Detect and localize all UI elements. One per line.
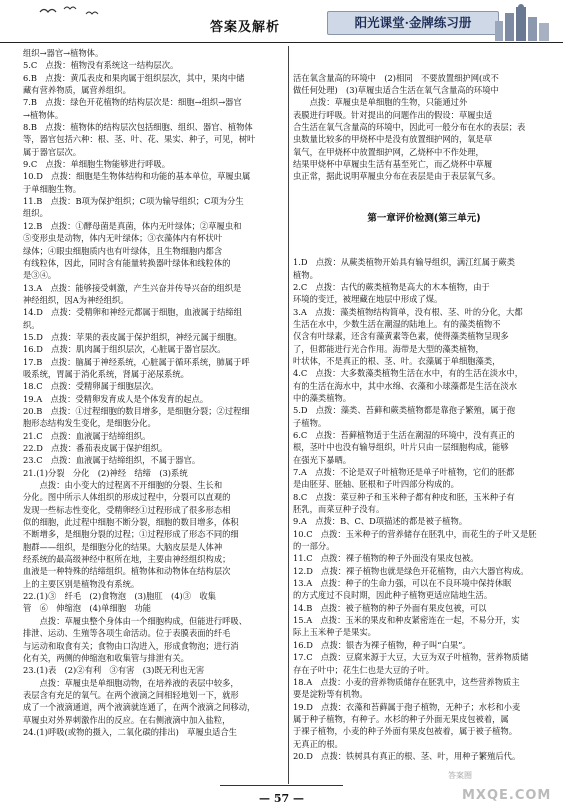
- text-line: 5.D 点拨：藻类、苔藓和蕨类植物都是靠孢子繁殖，属于孢: [293, 405, 515, 416]
- text-line: 22.D 点拨：番茄表皮属于保护组织。: [23, 443, 168, 453]
- text-line: 点拨：草履虫是单细胞动物，在培养液的表层中较多，: [23, 677, 239, 688]
- text-line: 3.A 点拨：藻类植物结构简单，没有根、茎、叶的分化，大都: [293, 306, 523, 317]
- text-line: 21.C 点拨：血液属于结缔组织。: [23, 430, 151, 441]
- left-column: [23, 47, 285, 738]
- text-line: 8.C 点拨：菜豆种子和玉米种子都有种皮和胚，玉米种子有: [293, 491, 515, 502]
- text-line: 15.D 点拨：苹果的表皮属于保护组织，神经元属于细胞。: [23, 331, 242, 342]
- text-line: 存在子叶中；花生仁也是大豆的子叶。: [293, 664, 435, 675]
- text-line: 胞群——组织，是细胞分化的结果。大脑皮层是人体神: [23, 541, 223, 552]
- text-line: 了，但都能进行光合作用。海带是大型的藻类植物，: [293, 343, 484, 354]
- text-line: 14.D 点拨：受精卵和神经元都属于细胞，血液属于结缔组: [23, 307, 242, 318]
- header-right-title: 阳光课堂·金牌练习册: [327, 11, 499, 35]
- text-line: 无真正的根。: [293, 738, 343, 749]
- text-line: 有线粒体，因此，同时含有能量转换器叶绿体和线粒体的: [23, 257, 231, 268]
- text-line: 合生活在氧气含量高的环境中，因此可一般分布在水的表层；表: [293, 122, 526, 133]
- text-line: →植物体。: [23, 109, 64, 120]
- text-line: 点拨：草履虫是单细胞的生物，只能通过外: [293, 97, 468, 108]
- text-line: 12.D 点拨：裸子植物也就是绿色开花植物，由六大器官构成。: [293, 565, 529, 576]
- text-line: ⑤变形虫是动物，体内无叶绿体；③衣藻体内有杯状叶: [23, 233, 223, 244]
- text-line: 19.A 点拨：受精卵发育成人是个体发育的起点。: [23, 393, 209, 404]
- text-line: 6.B 点拨：黄瓜表皮和果肉属于组织层次，其中，果肉中储: [23, 72, 245, 83]
- text-line: 排泄、运动、生殖等各项生命活动。位于表膜表面的纤毛: [23, 628, 231, 639]
- text-line: 做任何处理) (3)草履虫适合生活在氧气含量高的环境中: [293, 85, 499, 96]
- text-line: 是③④。: [23, 270, 57, 281]
- text-line: 化有关，两侧的伸缩泡和收集管与排泄有关。: [23, 652, 189, 663]
- text-line: 生活在水中，少数生活在潮湿的陆地上。有的藻类植物不: [293, 318, 501, 329]
- text-line: 成了一个液滴通道，两个液滴就连通了，在两个液滴之间移动，: [23, 702, 256, 713]
- text-line: 6.C 点拨：苔藓植物适于生活在潮湿的环境中，没有真正的: [293, 429, 515, 440]
- text-line: 20.D 点拨：铁树具有真正的根、茎、叶，用种子繁殖后代。: [293, 750, 521, 761]
- text-line: 点拨：由小变大的过程离不开细胞的分裂、生长和: [23, 480, 223, 491]
- text-line: 上的主要区别是植物没有系统。: [23, 578, 140, 589]
- text-line: 似的细胞，此过程中细胞不断分裂，细胞的数目增多，体积: [23, 517, 239, 528]
- text-line: 有的生活在海水中，其中水绵、衣藻和小球藻都是生活在淡水: [293, 380, 518, 391]
- text-line: 7.A 点拨：不论是双子叶植物还是单子叶植物，它们的胚都: [293, 467, 515, 477]
- text-line: 14.B 点拨：被子植物的种子外面有果皮包被，可以: [293, 602, 487, 613]
- text-line: 虫正常，据此说明草履虫分布在表层是由于表层氧气多。: [293, 171, 501, 182]
- text-line: 与运动和取食有关；食物由口沟进入，形成食物泡；进行消: [23, 640, 239, 651]
- text-line: 子植物。: [293, 417, 327, 428]
- text-line: 17.C 点拨：豆腐来源于大豆，大豆为双子叶植物，营养物质储: [293, 652, 529, 663]
- text-line: 织。: [23, 319, 40, 330]
- text-line: 12.B 点拨：①酵母菌是真菌，体内无叶绿体；②草履虫和: [23, 220, 242, 231]
- text-line: 9.C 点拨：单细胞生物能够进行呼吸。: [23, 159, 171, 170]
- page-header: [0, 0, 563, 43]
- text-line: 管 ⑥ 伸缩泡 (4)单细胞 功能: [23, 603, 151, 614]
- text-line: 吸系统，胃属于消化系统，肾属于泌尿系统。: [23, 368, 189, 379]
- text-line: 7.B 点拨：绿色开花植物的结构层次是：细胞→组织→器官: [23, 97, 242, 108]
- page-number: — 57 —: [259, 792, 304, 805]
- text-line: 胞形态结构发生变化，是细胞分化。: [23, 418, 156, 429]
- text-line: 24.(1)呼吸(或物的摄入，二氧化碳的排出) 草履虫适合生: [23, 726, 237, 737]
- text-line: 叶状体，不是真正的根、茎、叶。衣藻属于单细胞藻类，: [293, 355, 501, 366]
- text-line: 要是淀粉等有机物。: [293, 689, 368, 700]
- watermark-logo: MXQE.COM: [462, 788, 552, 803]
- text-line: 11.B 点拨：B项为保护组织；C项为输导组织；C项为分生: [23, 196, 244, 207]
- text-line: 活在氧含量高的环境中 (2)相同 不要放置细护网(或不: [293, 72, 499, 83]
- text-line: 23.(1)表 (2)②有利 ③有害 (3)既无利也无害: [23, 665, 205, 676]
- text-line: 氧气，在甲烧杯中放置细护网，乙烧杯中不作处理，: [293, 146, 484, 157]
- text-line: 17.B 点拨：脑属于神经系统，心脏属于循环系统，肺属于呼: [23, 356, 250, 367]
- text-line: 5.C 点拨：植物没有系统这一结构层次。: [23, 60, 179, 71]
- text-line: 血液是一种特殊的结缔组织。植物体和动物体在结构层次: [23, 566, 231, 577]
- text-line: 属于器官层次。: [23, 146, 82, 157]
- text-line: 表膜进行呼吸。针对提出的问题作出的假设：草履虫适: [293, 109, 493, 120]
- text-line: 20.B 点拨：①过程细胞的数目增多，是细胞分裂；②过程细: [23, 405, 250, 416]
- text-line: 草履虫对外界刺激作出的反应。在右侧液滴中加入盐粒，: [23, 714, 231, 725]
- page-number-rule: [220, 785, 343, 786]
- text-line: 仅含有叶绿素，还含有藻黄素等色素，使得藻类植物呈现多: [293, 331, 509, 342]
- text-line: 环境的变迁，被埋藏在地层中形成了煤。: [293, 294, 443, 305]
- text-line: 的一部分。: [293, 541, 335, 552]
- text-line: 16.D 点拨：银杏为裸子植物，种子叫“白果”。: [293, 639, 471, 650]
- header-center-title: 答案及解析: [210, 20, 281, 35]
- right-column: [293, 47, 555, 775]
- text-line: 际上玉米种子是果实。: [293, 627, 376, 638]
- text-line: 2.C 点拨：古代的蕨类植物是高大的木本植物，由于: [293, 281, 490, 292]
- text-line: 表层含有充足的氧气。在两个液滴之间相轻地划一下，就形: [23, 689, 239, 700]
- text-line: 13.A 点拨：能够接受刺激，产生兴奋并传导兴奋的组织是: [23, 282, 242, 293]
- text-line: 4.C 点拨：大多数藻类植物生活在水中，有的生活在淡水中，: [293, 368, 523, 379]
- text-line: 绿体；④眼虫细胞质内也有叶绿体，且生物细胞内都含: [23, 245, 223, 256]
- text-line: 19.D 点拨：衣藻和苔藓属于孢子植物，无种子；水杉和小麦: [293, 701, 521, 712]
- text-line: 经系统的最高级神经中枢所在地，主要由神经组织构成；: [23, 554, 231, 565]
- text-line: 是由胚芽、胚轴、胚根和子叶四部分构成的。: [293, 479, 459, 490]
- text-line: 神经组织，因A为神经组织。: [23, 294, 129, 305]
- text-line: 的方式度过不良时期，因此种子植物更适应陆地生活。: [293, 590, 493, 601]
- text-line: 在强光下暴晒。: [293, 454, 352, 465]
- text-line: 中的藻类植物。: [293, 392, 352, 403]
- text-line: 11.C 点拨：裸子植物的种子外面没有果皮包被。: [293, 553, 479, 564]
- text-line: 结果甲烧杯中草履虫生活有基至死亡，而乙烧杯中草履: [293, 159, 493, 170]
- birds-decoration-icon: [38, 4, 108, 21]
- text-line: 21.(1)分裂 分化 (2)神经 结缔 (3)系统: [23, 467, 188, 478]
- text-line: 15.A 点拨：玉米的果皮和种皮紧密连在一起，不易分开，实: [293, 615, 520, 626]
- text-line: 植物。: [293, 269, 318, 280]
- text-line: 8.B 点拨：植物体的结构层次包括细胞、组织、器官、植物体: [23, 122, 253, 133]
- text-line: 23.C 点拨：血液属于结缔组织，不属于器官。: [23, 455, 201, 466]
- text-line: 10.C 点拨：玉米种子的营养储存在胚乳中，而花生的子叶又是胚: [293, 528, 537, 539]
- text-line: 组织→器官→植物体。: [23, 48, 104, 58]
- text-line: 组织。: [23, 208, 48, 219]
- text-line: 13.A 点拨：种子的生命力强，可以在不良环境中保持休眠: [293, 578, 512, 589]
- buildings-decoration-icon: [493, 3, 551, 45]
- text-line: 1.D 点拨：从蕨类植物开始具有输导组织，满江红属于蕨类: [293, 257, 515, 268]
- text-line: 胚乳，而菜豆种子没有。: [293, 504, 385, 515]
- text-line: 于单细胞生物。: [23, 183, 82, 194]
- column-divider: [288, 46, 289, 784]
- text-line: 属于种子植物，有种子。水杉的种子外面无果皮包被着，属: [293, 713, 509, 724]
- watermark-sub: 答案圈: [448, 771, 472, 780]
- text-line: 22.(1)③ 纤毛 (2)食物泡 (3)胞肛 (4)③ 收集: [23, 591, 216, 602]
- text-line: 根，茎叶中也没有输导组织，叶片只由一层细胞构成，能够: [293, 442, 509, 453]
- text-line: 藏有营养物质，属营养组织。: [23, 85, 131, 96]
- text-line: 虫数量比较多的甲烧杯中是没有放置细护网的，氧是草: [293, 134, 493, 145]
- text-line: 点拨：草履虫整个身体由一个细胞构成，但能进行呼吸、: [23, 615, 248, 626]
- text-line: 发现一些标志性变化，受精卵经①过程形成了很多形态相: [23, 504, 231, 515]
- text-line: 9.A 点拨：B、C、D项描述的都是被子植物。: [293, 516, 468, 527]
- text-line: 10.D 点拨：细胞是生物体结构和功能的基本单位，草履虫属: [23, 171, 251, 182]
- text-line: 分化。图中所示人体组织的形成过程中，分裂可以直观的: [23, 492, 231, 503]
- text-line: 18.A 点拨：小麦的营养物质储存在胚乳中，这些营养物质主: [293, 676, 520, 687]
- text-line: 16.D 点拨：肌肉属于组织层次，心脏属于器官层次。: [23, 344, 226, 355]
- section-title: 第一章评价检测(第三单元): [367, 213, 481, 225]
- text-line: 于裸子植物，小麦的种子外面有果皮包被着，属于被子植物。: [293, 726, 518, 737]
- text-line: 等，器官包括六种：根、茎、叶、花、果实、种子，可见，树叶: [23, 134, 256, 145]
- text-line: 不断增多，是细胞分裂的过程；①过程形成了形态不同的细: [23, 529, 239, 540]
- text-line: 18.C 点拨：受精卵属于细胞层次。: [23, 381, 159, 392]
